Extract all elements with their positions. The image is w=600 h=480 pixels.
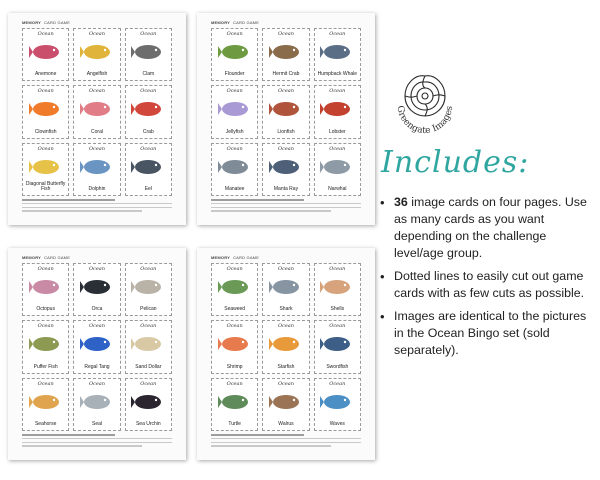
card-label: Lobster [328,128,346,135]
card-grid [211,28,361,196]
memory-sheet-2 [197,13,375,225]
walrus-icon [269,391,303,413]
clownfish-icon [29,98,63,120]
swordfish-icon [320,333,354,355]
narwhal-icon [320,156,354,178]
lobster-icon [320,98,354,120]
starfish-icon [269,333,303,355]
card-brand-text: Ocean [329,145,346,152]
flounder-icon [218,41,252,63]
card-label: Shark [279,306,293,313]
card-label: Walrus [278,420,294,427]
card-label: Turtle [228,420,241,427]
card-label: Narwhal [328,185,347,192]
manatee-icon [218,156,252,178]
orca-icon [80,276,114,298]
memory-card [314,143,361,196]
card-brand-text: Ocean [226,380,243,387]
memory-card [211,143,258,196]
hermit-crab-icon [269,41,303,63]
memory-card [125,143,172,196]
memory-card [314,378,361,431]
whale-icon [320,41,354,63]
seal-icon [80,391,114,413]
sheet-header-type: CARD GAME [233,20,260,25]
memory-sheet-3 [8,248,186,460]
sheet-header [22,255,70,260]
card-label: Anemone [34,71,57,78]
sheet-header-type: CARD GAME [233,255,260,260]
memory-card [22,320,69,373]
memory-card [73,320,120,373]
card-brand-text: Ocean [88,380,106,387]
card-grid [22,28,172,196]
card-brand-text: Ocean [329,266,346,272]
card-brand-text: Ocean [277,380,295,387]
card-brand-text: Ocean [329,380,346,387]
eel-icon [131,156,165,178]
card-brand-text: Ocean [88,31,106,37]
shells-icon [320,276,354,298]
greengate-logo [389,66,461,138]
includes-title: Includes: [381,145,530,180]
card-brand-text: Ocean [37,323,54,330]
card-brand-text: Ocean [329,31,346,37]
sheet-header-brand: MEMORY [22,255,42,260]
card-label: Puffer Fish [33,363,58,370]
card-brand-text: Ocean [277,323,295,330]
memory-card [125,263,172,316]
card-brand-text: Ocean [140,323,157,330]
card-label: Sea Urchin [135,420,161,427]
sheet-header-brand: MEMORY [211,255,231,260]
includes-item: • 36 image cards on four pages. Use as many cards as you want depending on the challenge level/age group. [380,195,587,260]
card-brand-text: Ocean [329,88,346,95]
memory-card [22,28,69,81]
lionfish-icon [269,98,303,120]
memory-card [314,263,361,316]
manta-ray-icon [269,156,303,178]
sheet-header [211,20,259,25]
card-brand-text: Ocean [88,266,106,272]
memory-card [73,378,120,431]
card-label: Seahorse [34,420,57,427]
coral-icon [80,98,114,120]
octopus-icon [29,276,63,298]
card-label: Seaweed [224,306,246,313]
card-brand-text: Ocean [37,380,54,387]
memory-card [22,85,69,138]
card-brand-text: Ocean [226,31,243,37]
memory-card [22,378,69,431]
memory-sheet-4 [197,248,375,460]
memory-card [314,28,361,81]
memory-card [262,28,309,81]
seaweed-icon [218,276,252,298]
includes-item: • Images are identical to the pictures in the Ocean Bingo set (sold separately). [380,309,587,357]
turtle-icon [218,391,252,413]
card-label: Coral [91,128,103,135]
memory-card [211,263,258,316]
card-label: Clownfish [34,128,57,135]
memory-card [211,28,258,81]
sheet-header [22,20,70,25]
shark-icon [269,276,303,298]
instructions-text-block [22,199,172,221]
memory-card [125,28,172,81]
card-label: Hermit Crab [272,71,300,78]
flower-logo-icon [389,66,461,138]
sheet-header-type: CARD GAME [44,20,71,25]
card-brand-text: Ocean [226,266,243,272]
card-label: Jellyfish [225,128,244,135]
card-label: Angelfish [86,71,108,78]
memory-card [73,85,120,138]
memory-card [22,263,69,316]
card-brand-text: Ocean [37,88,54,95]
angelfish-icon [80,41,114,63]
card-label: Clam [142,71,155,78]
card-label: Seal [91,420,102,427]
seahorse-icon [29,391,63,413]
instructions-text-block [211,434,361,456]
card-label: Manatee [224,185,245,192]
regal-tang-icon [80,333,114,355]
card-label: Dolphin [88,185,106,192]
memory-card [262,263,309,316]
memory-card [262,85,309,138]
card-label: Eel [144,185,152,192]
memory-card [211,85,258,138]
clam-icon [131,41,165,63]
logo-brand-text: Greengate Images [394,105,456,137]
sand-dollar-icon [131,333,165,355]
pelican-icon [131,276,165,298]
memory-card [262,378,309,431]
memory-card [211,378,258,431]
card-brand-text: Ocean [37,145,54,152]
card-brand-text: Ocean [88,145,106,152]
card-brand-text: Ocean [226,145,243,152]
sheet-header-brand: MEMORY [22,20,42,25]
card-brand-text: Ocean [329,323,346,330]
card-brand-text: Ocean [140,266,157,272]
includes-item: • Dotted lines to easily cut out game cards with as few cuts as possible. [380,269,585,300]
memory-card [73,143,120,196]
card-brand-text: Ocean [277,31,295,37]
card-label: Diagonal Butterfly Fish [25,180,66,192]
card-label: Regal Tang [84,363,110,370]
memory-card [125,320,172,373]
card-label: Shells [330,306,345,313]
card-label: Crab [142,128,154,135]
card-brand-text: Ocean [277,266,295,272]
card-label: Lionfish [277,128,295,135]
card-label: Pelican [140,306,157,313]
card-brand-text: Ocean [88,88,106,95]
sheet-header-brand: MEMORY [211,20,231,25]
jellyfish-icon [218,98,252,120]
instructions-text-block [211,199,361,221]
card-brand-text: Ocean [226,323,243,330]
waves-icon [320,391,354,413]
card-brand-text: Ocean [140,380,157,387]
shrimp-icon [218,333,252,355]
card-label: Sand Dollar [135,363,162,370]
card-label: Humpback Whale [317,71,358,78]
card-label: Swordfish [326,363,349,370]
card-label: Flounder [224,71,245,78]
sea-urchin-icon [131,391,165,413]
memory-card [211,320,258,373]
memory-sheet-1 [8,13,186,225]
card-label: Waves [329,420,345,427]
memory-card [73,28,120,81]
card-brand-text: Ocean [277,145,295,152]
includes-list [377,194,595,365]
card-label: Starfish [277,363,295,370]
card-label: Shrimp [226,363,243,370]
card-brand-text: Ocean [277,88,295,95]
card-brand-text: Ocean [140,88,157,95]
dolphin-icon [80,156,114,178]
card-label: Octopus [36,306,55,313]
card-brand-text: Ocean [37,31,54,37]
card-label: Manta Ray [273,185,299,192]
card-brand-text: Ocean [140,145,157,152]
card-label: Orca [91,306,103,313]
card-brand-text: Ocean [140,31,157,37]
memory-card [22,143,69,196]
card-brand-text: Ocean [37,266,54,272]
memory-card [262,143,309,196]
memory-card [125,85,172,138]
card-brand-text: Ocean [226,88,243,95]
card-brand-text: Ocean [88,323,106,330]
card-grid [22,263,172,431]
memory-card [262,320,309,373]
memory-card [314,85,361,138]
memory-card [73,263,120,316]
sheet-header-type: CARD GAME [44,255,71,260]
butterflyfish-icon [29,156,63,178]
crab-icon [131,98,165,120]
memory-card [314,320,361,373]
card-grid [211,263,361,431]
instructions-text-block [22,434,172,456]
memory-card [125,378,172,431]
anemone-icon [29,41,63,63]
puffer-fish-icon [29,333,63,355]
sheet-header [211,255,259,260]
